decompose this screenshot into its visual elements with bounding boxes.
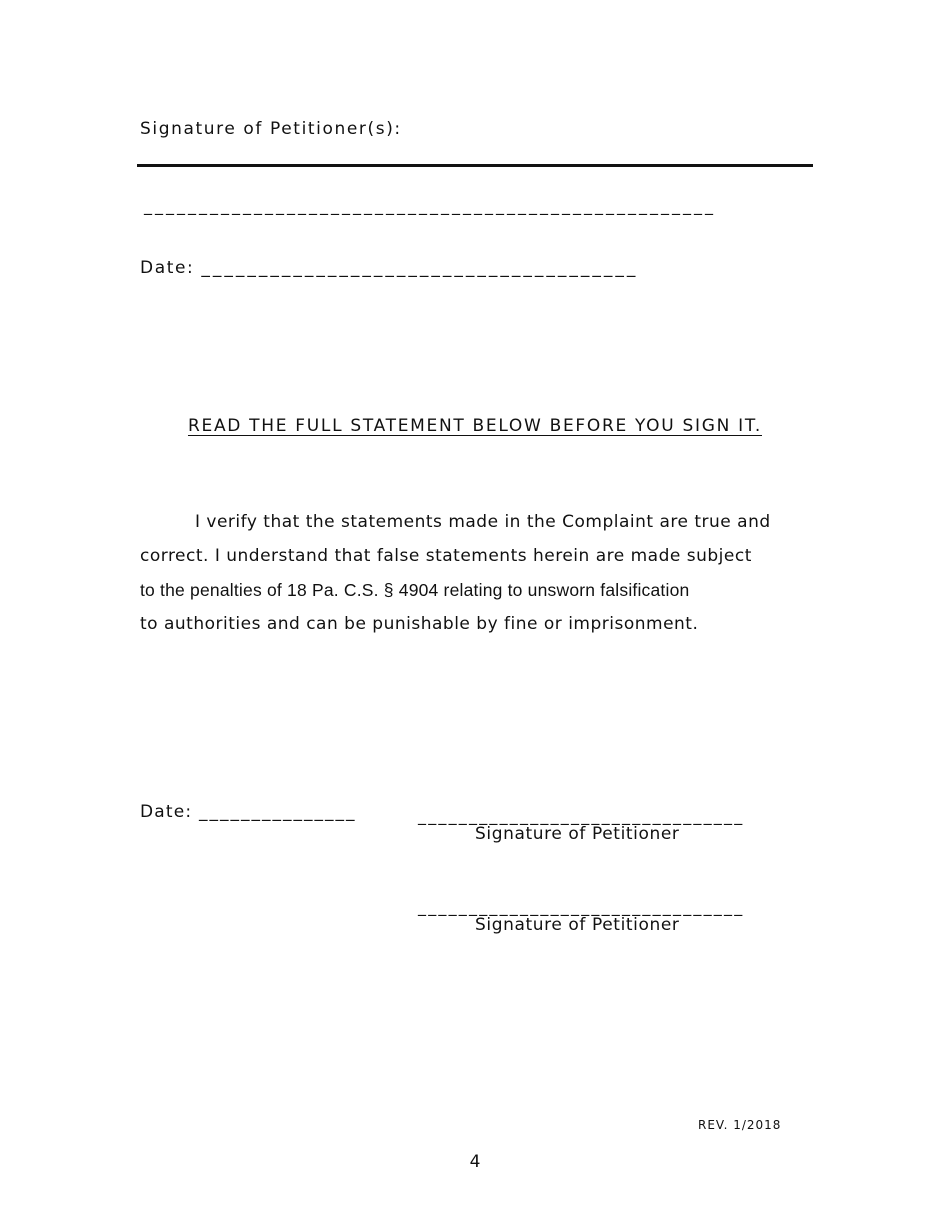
statement-line: to the penalties of 18 Pa. C.S. § 4904 relating to unsworn falsification [140, 580, 690, 600]
revision-label: REV. 1/2018 [698, 1118, 782, 1132]
statement-line: correct. I understand that false statements herein are made subject [140, 546, 752, 566]
signature-label-1: Signature of Petitioner [475, 824, 680, 844]
page-number: 4 [469, 1152, 481, 1172]
date-field-bottom [140, 802, 356, 822]
date-field-top [140, 258, 638, 278]
date-blank[interactable]: ______________________________________ [201, 258, 639, 278]
date-blank[interactable]: _______________ [198, 802, 357, 822]
verification-statement [140, 505, 805, 641]
statement-line: to authorities and can be punishable by fine or imprisonment. [140, 614, 699, 634]
signature-heading: Signature of Petitioner(s): [140, 119, 402, 139]
signature-label-2: Signature of Petitioner [475, 915, 680, 935]
signature-blank-2[interactable]: ________________________________ [418, 897, 745, 916]
divider-rule [137, 164, 813, 167]
instruction-heading: READ THE FULL STATEMENT BELOW BEFORE YOU SIGN IT. [187, 416, 762, 436]
date-label: Date: [140, 258, 195, 278]
date-label: Date: [140, 802, 193, 822]
signature-blank-1[interactable]: ________________________________ [418, 806, 745, 825]
statement-line: I verify that the statements made in the Complaint are true and [195, 512, 771, 532]
signature-blank-line[interactable]: ____________________________________________________ [144, 196, 716, 215]
